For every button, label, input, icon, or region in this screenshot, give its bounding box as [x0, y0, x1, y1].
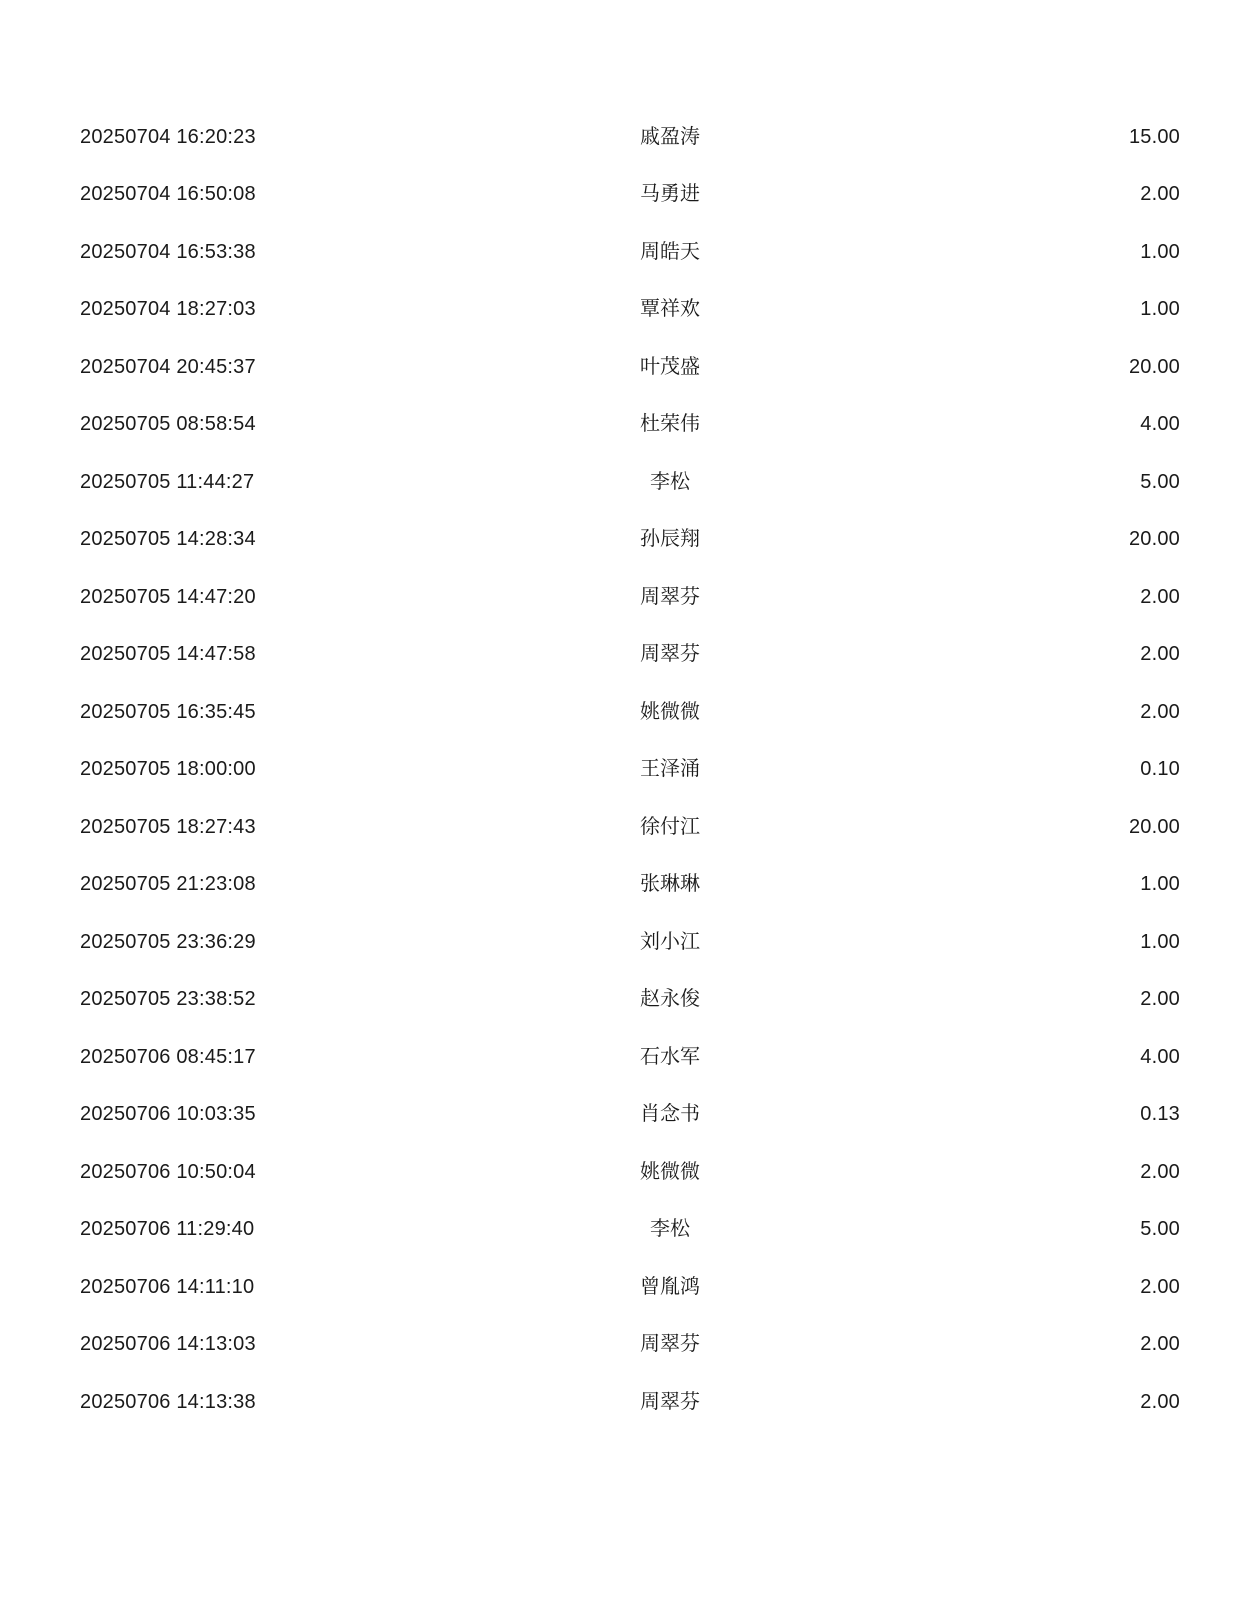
- cell-name: 孙辰翔: [640, 528, 700, 551]
- cell-amount: 0.13: [1140, 1103, 1180, 1126]
- cell-amount: 2.00: [1140, 643, 1180, 666]
- cell-datetime: 20250705 14:28:34: [80, 528, 256, 551]
- cell-amount: 1.00: [1140, 240, 1180, 263]
- cell-amount: 15.00: [1128, 125, 1180, 148]
- cell-name: 戚盈涛: [640, 125, 700, 148]
- cell-datetime: 20250706 14:13:38: [80, 1390, 256, 1413]
- table-row: [80, 1028, 1180, 1086]
- cell-name: 王泽涌: [640, 758, 700, 781]
- cell-name: 周翠芬: [640, 1390, 700, 1413]
- cell-datetime: 20250705 23:36:29: [80, 930, 256, 953]
- cell-datetime: 20250705 14:47:20: [80, 585, 256, 608]
- table-row: [80, 281, 1180, 339]
- table-row: [80, 1143, 1180, 1201]
- table-row: [80, 453, 1180, 511]
- cell-name: 曾胤鸿: [640, 1275, 700, 1298]
- table-row: [80, 741, 1180, 799]
- cell-datetime: 20250706 11:29:40: [80, 1218, 255, 1241]
- cell-datetime: 20250705 23:38:52: [80, 988, 256, 1011]
- cell-amount: 2.00: [1140, 700, 1180, 723]
- cell-name: 姚微微: [640, 700, 700, 723]
- cell-amount: 2.00: [1140, 1390, 1180, 1413]
- table-row: [80, 798, 1180, 856]
- cell-amount: 2.00: [1140, 988, 1180, 1011]
- cell-amount: 2.00: [1140, 1275, 1180, 1298]
- table-row: [80, 1086, 1180, 1144]
- cell-amount: 20.00: [1128, 815, 1180, 838]
- cell-amount: 20.00: [1128, 528, 1180, 551]
- cell-name: 周翠芬: [640, 643, 700, 666]
- table-row: [80, 1201, 1180, 1259]
- table-row: [80, 1373, 1180, 1431]
- cell-amount: 1.00: [1140, 298, 1180, 321]
- cell-amount: 2.00: [1140, 1160, 1180, 1183]
- table-row: [80, 396, 1180, 454]
- cell-amount: 0.10: [1140, 758, 1180, 781]
- cell-datetime: 20250704 16:20:23: [80, 125, 256, 148]
- cell-datetime: 20250704 20:45:37: [80, 355, 256, 378]
- cell-amount: 4.00: [1140, 413, 1180, 436]
- table-row: [80, 971, 1180, 1029]
- cell-name: 周皓天: [640, 240, 700, 263]
- cell-datetime: 20250704 18:27:03: [80, 298, 256, 321]
- cell-amount: 1.00: [1140, 873, 1180, 896]
- cell-name: 马勇进: [640, 183, 700, 206]
- table-row: [80, 511, 1180, 569]
- cell-datetime: 20250706 14:11:10: [80, 1275, 255, 1298]
- cell-name: 肖念书: [640, 1103, 700, 1126]
- cell-name: 赵永俊: [640, 988, 700, 1011]
- table-row: [80, 683, 1180, 741]
- cell-amount: 4.00: [1140, 1045, 1180, 1068]
- cell-amount: 1.00: [1140, 930, 1180, 953]
- cell-name: 叶茂盛: [640, 355, 700, 378]
- cell-name: 张琳琳: [640, 873, 700, 896]
- table-row: [80, 1316, 1180, 1374]
- cell-amount: 2.00: [1140, 183, 1180, 206]
- table-row: [80, 223, 1180, 281]
- cell-name: 李松: [650, 470, 690, 493]
- cell-datetime: 20250706 10:03:35: [80, 1103, 256, 1126]
- cell-datetime: 20250704 16:53:38: [80, 240, 256, 263]
- cell-amount: 20.00: [1128, 355, 1180, 378]
- cell-datetime: 20250705 08:58:54: [80, 413, 256, 436]
- cell-amount: 5.00: [1140, 470, 1180, 493]
- cell-name: 周翠芬: [640, 585, 700, 608]
- cell-datetime: 20250706 14:13:03: [80, 1333, 256, 1356]
- table-row: [80, 1258, 1180, 1316]
- cell-name: 杜荣伟: [640, 413, 700, 436]
- cell-name: 覃祥欢: [640, 298, 700, 321]
- cell-datetime: 20250705 18:00:00: [80, 758, 256, 781]
- cell-name: 李松: [650, 1218, 690, 1241]
- table-row: [80, 626, 1180, 684]
- cell-name: 刘小江: [640, 930, 700, 953]
- cell-name: 姚微微: [640, 1160, 700, 1183]
- cell-name: 徐付江: [640, 815, 700, 838]
- cell-datetime: 20250705 11:44:27: [80, 470, 255, 493]
- cell-datetime: 20250705 21:23:08: [80, 873, 256, 896]
- cell-datetime: 20250705 14:47:58: [80, 643, 256, 666]
- table-row: [80, 338, 1180, 396]
- records-table-body: [80, 108, 1180, 1431]
- cell-amount: 5.00: [1140, 1218, 1180, 1241]
- table-row: [80, 166, 1180, 224]
- records-table: [80, 108, 1180, 1431]
- cell-datetime: 20250704 16:50:08: [80, 183, 256, 206]
- cell-datetime: 20250706 10:50:04: [80, 1160, 256, 1183]
- cell-datetime: 20250705 18:27:43: [80, 815, 256, 838]
- cell-datetime: 20250706 08:45:17: [80, 1045, 256, 1068]
- table-row: [80, 913, 1180, 971]
- table-row: [80, 568, 1180, 626]
- table-row: [80, 108, 1180, 166]
- cell-name: 石水军: [640, 1045, 700, 1068]
- cell-datetime: 20250705 16:35:45: [80, 700, 256, 723]
- cell-amount: 2.00: [1140, 585, 1180, 608]
- cell-amount: 2.00: [1140, 1333, 1180, 1356]
- cell-name: 周翠芬: [640, 1333, 700, 1356]
- table-row: [80, 856, 1180, 914]
